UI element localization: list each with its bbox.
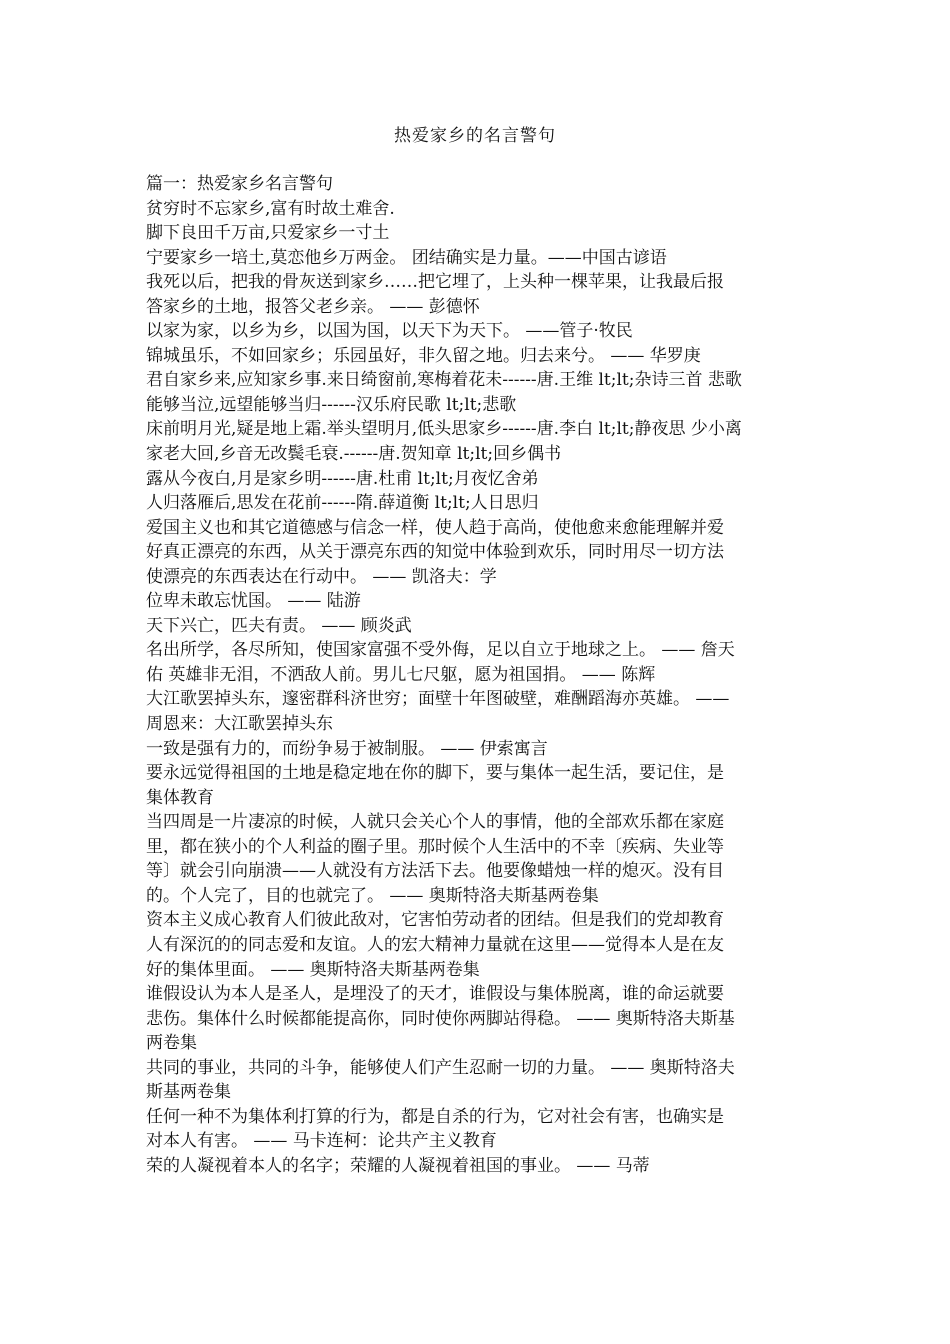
text-line: 能够当泣,远望能够当归------汉乐府民歌 lt;lt;悲歌 <box>146 394 517 415</box>
text-line: 以家为家，以乡为乡，以国为国，以天下为天下。 ——管子·牧民 <box>146 321 633 342</box>
text-line: 天下兴亡，匹夫有责。 —— 顾炎武 <box>146 615 412 636</box>
text-line: 床前明月光,疑是地上霜.举头望明月,低头思家乡------唐.李白 lt;lt;静夜思 少小离 <box>146 419 742 440</box>
text-line: 爱国主义也和其它道德感与信念一样，使人趋于高尚，使他愈来愈能理解并爱 <box>146 517 724 538</box>
text-line: 荣的人凝视着本人的名字；荣耀的人凝视着祖国的事业。 —— 马蒂 <box>146 1155 650 1176</box>
text-line: 露从今夜白,月是家乡明------唐.杜甫 lt;lt;月夜忆舍弟 <box>146 468 539 489</box>
text-line: 悲伤。集体什么时候都能提高你，同时使你两脚站得稳。 —— 奥斯特洛夫斯基 <box>146 1008 735 1029</box>
text-line: 君自家乡来,应知家乡事.来日绮窗前,寒梅着花未------唐.王维 lt;lt;杂诗三首 悲歌 <box>146 370 742 391</box>
text-line: 答家乡的土地，报答父老乡亲。 —— 彭德怀 <box>146 296 480 317</box>
text-line: 宁要家乡一培土,莫恋他乡万两金。 团结确实是力量。——中国古谚语 <box>146 247 667 268</box>
document-title: 热爱家乡的名言警句 <box>394 126 556 146</box>
text-line: 位卑未敢忘忧国。 —— 陆游 <box>146 591 361 612</box>
section-heading: 篇一：热爱家乡名言警句 <box>146 174 333 194</box>
text-line: 人有深沉的的同志爱和友谊。人的宏大精神力量就在这里——觉得本人是在友 <box>146 934 724 955</box>
text-line: 家老大回,乡音无改鬓毛衰.------唐.贺知章 lt;lt;回乡偶书 <box>146 444 562 465</box>
text-line: 我死以后，把我的骨灰送到家乡……把它埋了，上头种一棵苹果，让我最后报 <box>146 272 724 293</box>
text-line: 谁假设认为本人是圣人，是埋没了的天才，谁假设与集体脱离，谁的命运就要 <box>146 984 724 1005</box>
text-line: 脚下良田千万亩,只爱家乡一寸土 <box>146 223 390 244</box>
document-body <box>146 172 816 1178</box>
text-line: 好的集体里面。 —— 奥斯特洛夫斯基两卷集 <box>146 959 480 980</box>
text-line: 等〕就会引向崩溃——人就没有方法活下去。他要像蜡烛一样的熄灭。没有目 <box>146 861 724 882</box>
text-line: 周恩来：大江歌罢掉头东 <box>146 714 333 735</box>
text-line: 斯基两卷集 <box>146 1082 231 1103</box>
text-line: 共同的事业，共同的斗争，能够使人们产生忍耐一切的力量。 —— 奥斯特洛夫 <box>146 1057 735 1078</box>
text-line: 人归落雁后,思发在花前------隋.薛道衡 lt;lt;人日思归 <box>146 493 539 514</box>
text-line: 贫穷时不忘家乡,富有时故土难舍. <box>146 198 395 219</box>
text-line: 对本人有害。 —— 马卡连柯：论共产主义教育 <box>146 1131 497 1152</box>
text-line: 一致是强有力的，而纷争易于被制服。 —— 伊索寓言 <box>146 738 548 759</box>
text-line: 锦城虽乐，不如回家乡；乐园虽好，非久留之地。归去来兮。 —— 华罗庚 <box>146 345 701 366</box>
text-line: 里，都在狭小的个人利益的圈子里。那时候个人生活中的不幸〔疾病、失业等 <box>146 836 724 857</box>
text-line: 使漂亮的东西表达在行动中。 —— 凯洛夫：学 <box>146 566 497 587</box>
text-line: 的。个人完了，目的也就完了。 —— 奥斯特洛夫斯基两卷集 <box>146 885 599 906</box>
text-line: 任何一种不为集体利打算的行为，都是自杀的行为，它对社会有害，也确实是 <box>146 1106 724 1127</box>
text-line: 当四周是一片凄凉的时候，人就只会关心个人的事情，他的全部欢乐都在家庭 <box>146 812 724 833</box>
text-line: 资本主义成心教育人们彼此敌对，它害怕劳动者的团结。但是我们的党却教育 <box>146 910 724 931</box>
text-line: 要永远觉得祖国的土地是稳定地在你的脚下，要与集体一起生活，要记住，是 <box>146 763 724 784</box>
text-line: 名出所学，各尽所知，使国家富强不受外侮，足以自立于地球之上。 —— 詹天 <box>146 640 735 661</box>
text-line: 集体教育 <box>146 787 214 808</box>
text-line: 两卷集 <box>146 1033 197 1054</box>
text-line: 佑 英雄非无泪，不洒敌人前。男儿七尺躯，愿为祖国捐。 —— 陈辉 <box>146 664 656 685</box>
text-line: 大江歌罢掉头东，邃密群科济世穷；面壁十年图破壁，难酬蹈海亦英雄。 —— <box>146 689 730 710</box>
text-line: 好真正漂亮的东西，从关于漂亮东西的知觉中体验到欢乐，同时用尽一切方法 <box>146 542 724 563</box>
